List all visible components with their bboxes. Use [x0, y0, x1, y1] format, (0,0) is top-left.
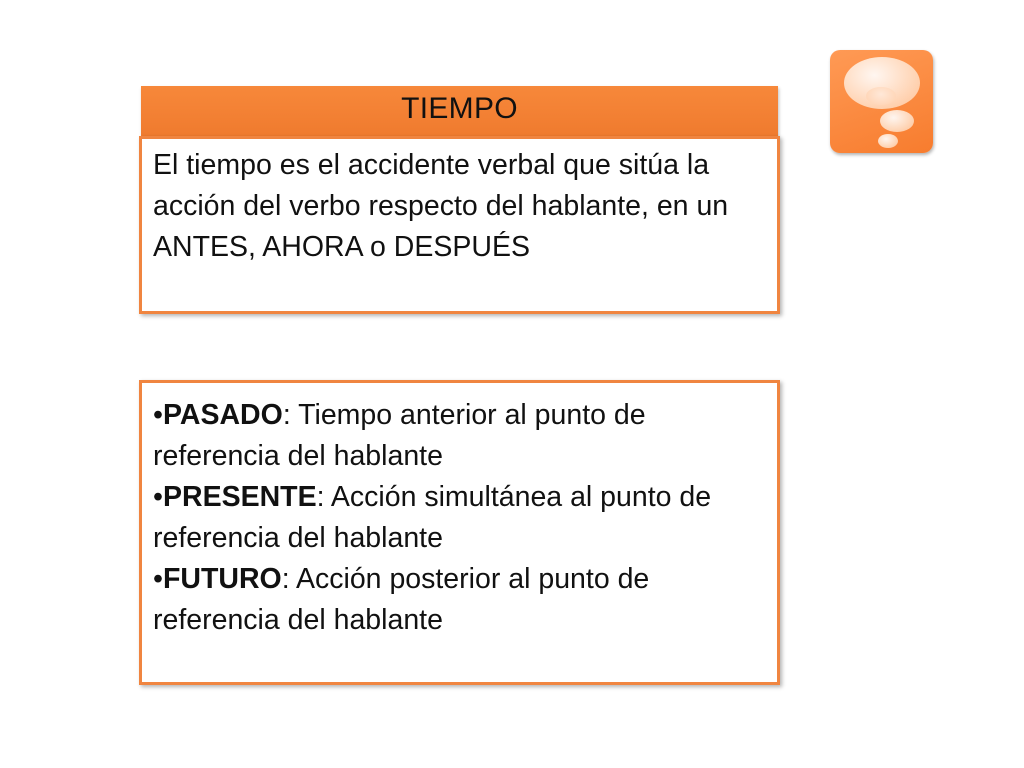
bubble-small [878, 134, 898, 148]
tense-item-presente [153, 477, 763, 559]
tense-description: : Acción simultánea al punto de referencia del hablante [153, 481, 712, 554]
tense-item-pasado [153, 395, 763, 477]
title-bar [141, 86, 778, 138]
tenses-list [153, 395, 763, 641]
tense-description: : Tiempo anterior al punto de referencia del hablante [153, 399, 646, 472]
bubble-medium [880, 110, 914, 132]
definition-text: El tiempo es el accidente verbal que sitúa la acción del verbo respecto del hablante, en un ANTES, AHORA o DESPUÉS [153, 149, 729, 263]
bullet: • [153, 563, 163, 595]
bubble-highlight [866, 87, 896, 105]
tense-term: PRESENTE [162, 481, 317, 513]
thought-bubble-icon [830, 50, 933, 153]
tenses-box [139, 380, 780, 685]
tense-term: FUTURO [162, 563, 282, 595]
tense-term: PASADO [162, 399, 283, 431]
tense-item-futuro [153, 559, 763, 641]
bullet: • [153, 399, 163, 431]
bullet: • [153, 481, 163, 513]
tense-description: : Acción posterior al punto de referencia del hablante [153, 563, 650, 636]
definition-box [139, 136, 780, 314]
slide-title: TIEMPO [401, 92, 518, 125]
